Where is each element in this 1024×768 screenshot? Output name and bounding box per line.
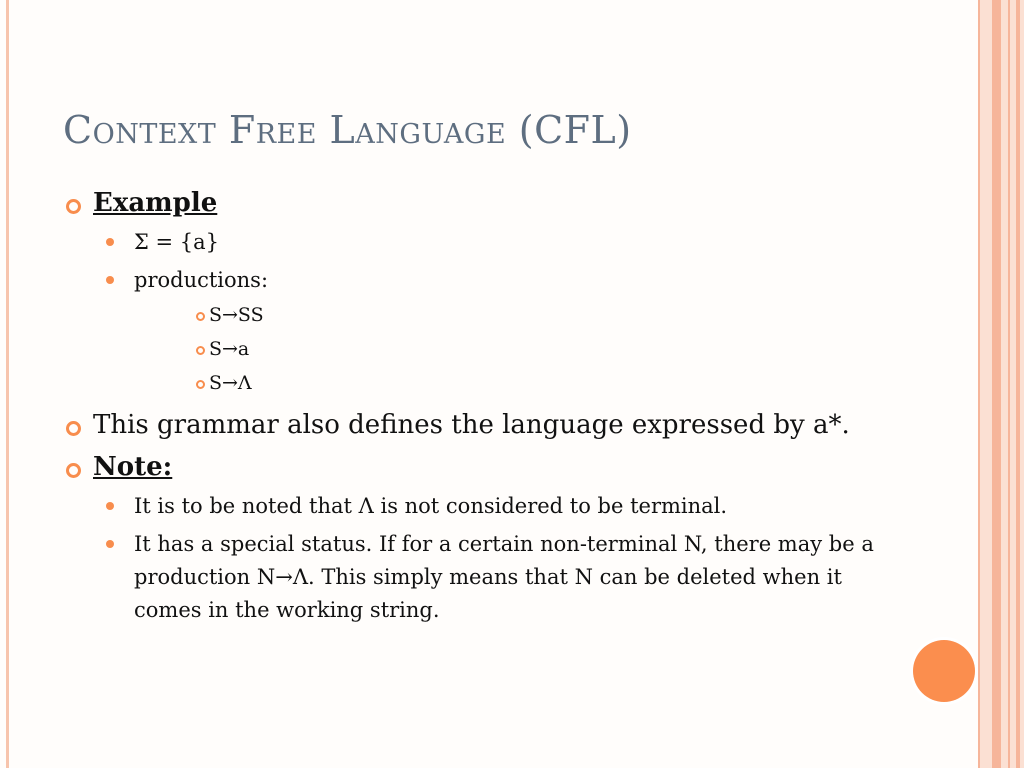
ring-bullet-icon (196, 380, 205, 389)
sub-bullet-text: It is to be noted that Λ is not considered to be terminal. (134, 494, 728, 518)
bullet-heading: Note: (93, 452, 173, 482)
dot-bullet-icon (106, 238, 114, 246)
sub-bullet-text: productions: (134, 268, 269, 292)
dot-bullet-icon (106, 540, 114, 548)
stripe (978, 0, 980, 768)
sub-bullet (93, 264, 886, 400)
bullet-text: This grammar also defines the language expressed by a*. (93, 410, 850, 440)
dot-bullet-icon (106, 502, 114, 510)
sub-bullet-text: It has a special status. If for a certain non-terminal N, there may be a production N→Λ. This simply means that N can be deleted when it comes in the working string. (134, 532, 874, 622)
ring-bullet-icon (66, 421, 81, 436)
production-item (134, 366, 886, 400)
slide-body (66, 186, 886, 635)
bullet-example (66, 186, 886, 400)
bullet-note (66, 450, 886, 627)
bullet-heading: Example (93, 188, 218, 218)
sub-bullet (93, 226, 886, 258)
bullet-grammar (66, 408, 886, 442)
sub-bullet-text: Σ = {a} (134, 230, 220, 254)
production-text: S→a (209, 338, 250, 360)
sub-bullet (93, 528, 886, 627)
stripe (1016, 0, 1020, 768)
stripe (1008, 0, 1010, 768)
production-item (134, 298, 886, 332)
ring-bullet-icon (196, 312, 205, 321)
slide-title: Context Free Language (CFL) (63, 108, 632, 152)
production-text: S→SS (209, 304, 264, 326)
decorative-circle (913, 640, 975, 702)
ring-bullet-icon (196, 346, 205, 355)
ring-bullet-icon (66, 463, 81, 478)
right-decorative-stripes (978, 0, 1024, 768)
dot-bullet-icon (106, 276, 114, 284)
stripe (992, 0, 1001, 768)
left-border-rule (6, 0, 9, 768)
production-item (134, 332, 886, 366)
sub-bullet (93, 490, 886, 522)
production-text: S→Λ (209, 372, 252, 394)
ring-bullet-icon (66, 199, 81, 214)
